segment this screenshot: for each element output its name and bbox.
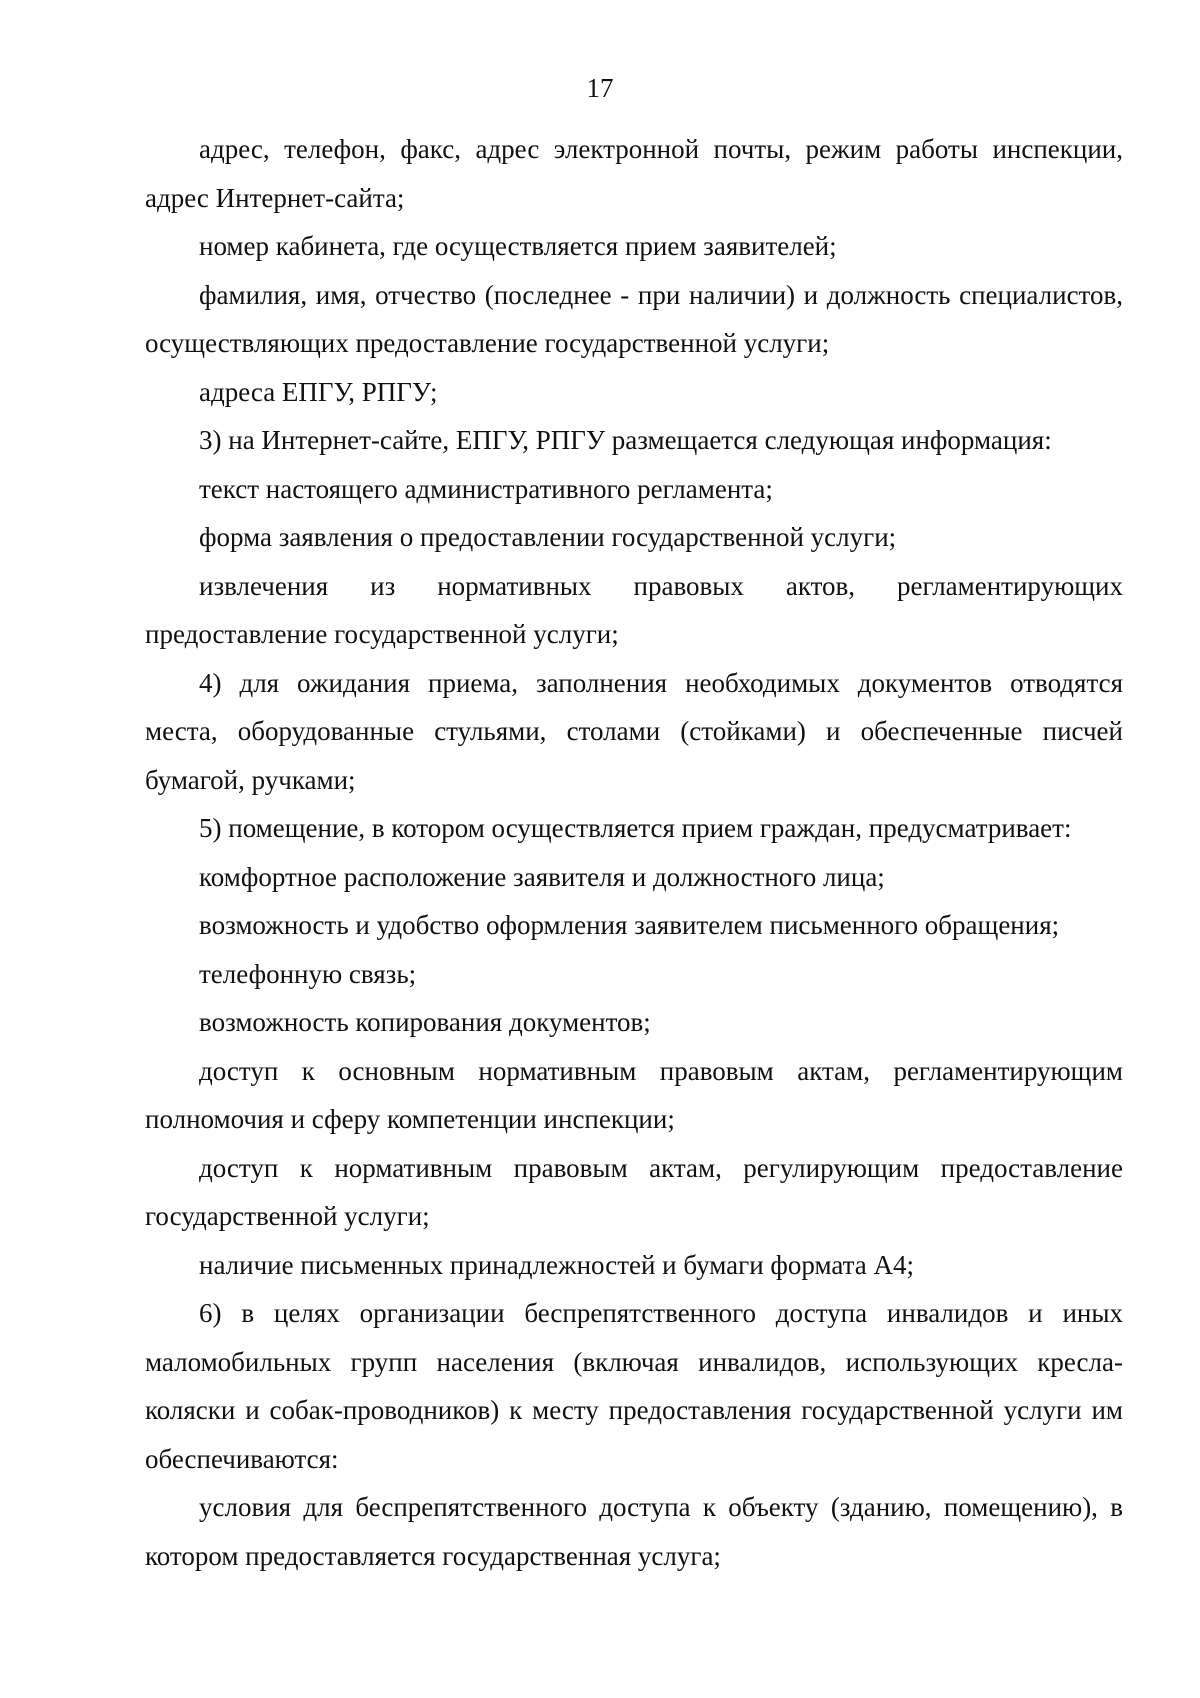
paragraph-regulation-text: текст настоящего административного регламента; bbox=[199, 473, 773, 504]
paragraph-portal-addresses: адреса ЕПГУ, РПГУ; bbox=[199, 376, 438, 407]
paragraph-phone: телефонную связь; bbox=[199, 958, 417, 989]
document-body bbox=[145, 125, 1123, 1580]
paragraph-comfort: комфортное расположение заявителя и должностного лица; bbox=[199, 861, 885, 892]
paragraph-copying: возможность копирования документов; bbox=[199, 1007, 651, 1037]
paragraph-acts-access: доступ к нормативным правовым актам, регулирующим предоставление государственной услуги; bbox=[145, 1152, 1123, 1231]
paragraph-main-acts-access: доступ к основным нормативным правовым актам, регламентирующим полномочия и сферу компетенции инспекции; bbox=[145, 1055, 1123, 1134]
page-number: 17 bbox=[586, 73, 614, 103]
paragraph-item-6: 6) в целях организации беспрепятственного доступа инвалидов и иных маломобильных групп населения (включая инвалидов, использующих кресла-коляски и собак-проводников) к месту предоставления государственной услуги им обеспечиваются: bbox=[145, 1298, 1123, 1474]
paragraph-item-5: 5) помещение, в котором осуществляется прием граждан, предусматривает: bbox=[199, 813, 1072, 843]
paragraph-contacts: адрес, телефон, факс, адрес электронной почты, режим работы инспекции, адрес Интернет-сайта; bbox=[145, 134, 1123, 213]
paragraph-application-form: форма заявления о предоставлении государственной услуги; bbox=[199, 522, 897, 552]
paragraph-legal-extracts: извлечения из нормативных правовых актов, регламентирующих предоставление государственной услуги; bbox=[145, 570, 1123, 649]
paragraph-access-conditions: условия для беспрепятственного доступа к объекту (зданию, помещению), в котором предоставляется государственная услуга; bbox=[145, 1492, 1123, 1571]
paragraph-item-3: 3) на Интернет-сайте, ЕПГУ, РПГУ размещается следующая информация: bbox=[199, 425, 1052, 455]
paragraph-specialists: фамилия, имя, отчество (последнее - при наличии) и должность специалистов, осуществляющих предоставление государственной услуги; bbox=[145, 279, 1123, 358]
paragraph-office-number: номер кабинета, где осуществляется прием заявителей; bbox=[199, 231, 837, 261]
paragraph-stationery: наличие письменных принадлежностей и бумаги формата А4; bbox=[199, 1249, 915, 1280]
paragraph-item-4: 4) для ожидания приема, заполнения необходимых документов отводятся места, оборудованные стульями, столами (стойками) и обеспеченные писчей бумагой, ручками; bbox=[145, 667, 1123, 795]
paragraph-written-appeal: возможность и удобство оформления заявителем письменного обращения; bbox=[199, 910, 1060, 940]
